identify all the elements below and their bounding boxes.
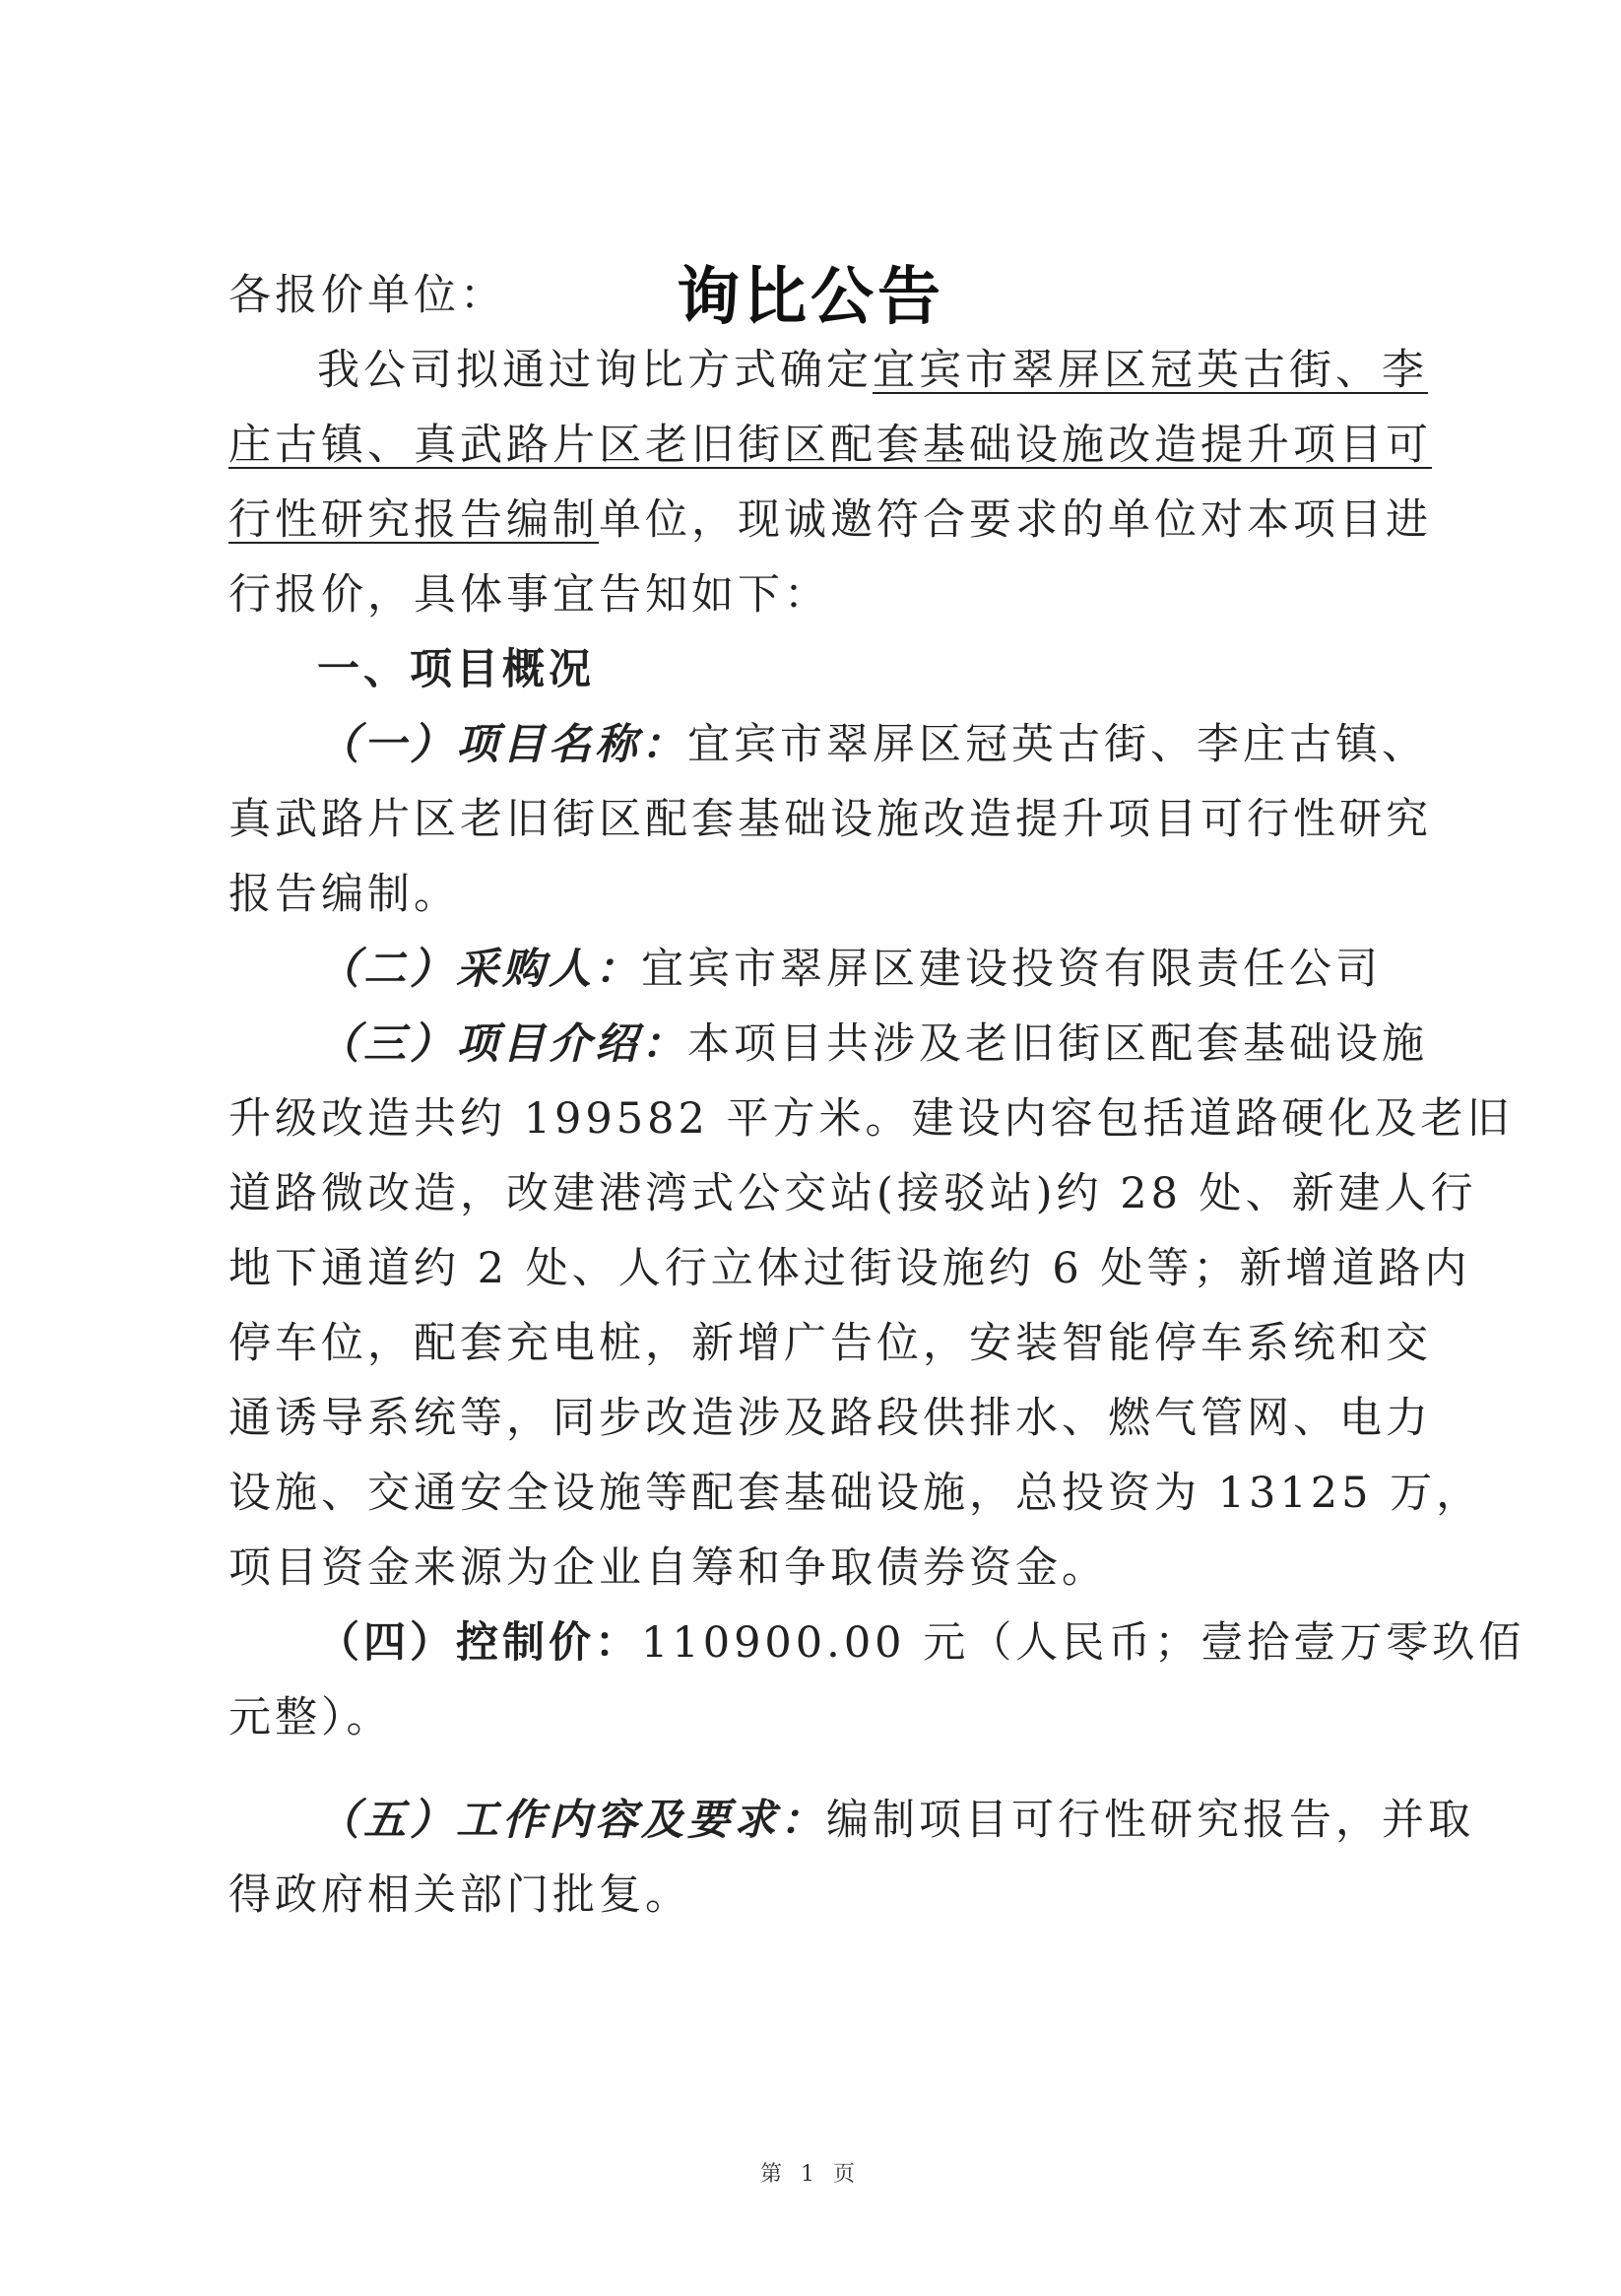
item4-line-1: [317, 1606, 1525, 1680]
item4-label: （四）控制价：: [317, 1618, 641, 1668]
item3-line-3: 道路微改造，改建港湾式公交站(接驳站)约 28 处、新建人行: [228, 1169, 1477, 1218]
item3-line-6: 通诱导系统等，同步改造涉及路段供排水、燃气管网、电力: [228, 1394, 1432, 1443]
item2-line: [317, 932, 1382, 1007]
item5-line-1: [317, 1783, 1474, 1858]
salutation: 各报价单位：: [228, 271, 506, 320]
page-number: 第 1 页: [760, 2162, 861, 2187]
intro-line-2: 庄古镇、真武路片区老旧街区配套基础设施改造提升项目可: [228, 421, 1432, 470]
item2-label: （二）采购人：: [317, 945, 641, 994]
item5-line-2: 得政府相关部门批复。: [228, 1870, 691, 1920]
project-name-underlined: 宜宾市翠屏区冠英古街、李: [873, 346, 1428, 395]
item3-line-7: 设施、交通安全设施等配套基础设施，总投资为 13125 万，: [228, 1469, 1483, 1518]
item5-label: （五）工作内容及要求：: [317, 1796, 826, 1845]
item3-line-1: [317, 1007, 1428, 1082]
project-name-underlined-end: 行性研究报告编制: [228, 495, 599, 545]
page-title: 询比公告: [677, 261, 944, 334]
item1-label: （一）项目名称：: [317, 720, 687, 769]
item3-line-4: 地下通道约 2 处、人行立体过街设施约 6 处等；新增道路内: [228, 1244, 1471, 1293]
item1-line-3: 报告编制。: [228, 870, 460, 919]
item1-text: 宜宾市翠屏区冠英古街、李庄古镇、: [687, 720, 1428, 769]
intro-line-3: [228, 483, 1432, 558]
item3-label: （三）项目介绍：: [317, 1019, 687, 1069]
item3-line-8: 项目资金来源为企业自筹和争取债券资金。: [228, 1543, 1108, 1593]
intro-line-4: 行报价，具体事宜告知如下：: [228, 570, 830, 620]
item3-line-2: 升级改造共约 199582 平方米。建设内容包括道路硬化及老旧: [228, 1094, 1514, 1144]
intro-text-cont: 单位，现诚邀符合要求的单位对本项目进: [599, 495, 1432, 545]
item3-text: 本项目共涉及老旧街区配套基础设施: [687, 1019, 1428, 1069]
item5-text: 编制项目可行性研究报告，并取: [826, 1796, 1474, 1845]
item4-text: 110900.00 元（人民币；壹拾壹万零玖佰: [641, 1618, 1525, 1668]
intro-line-1: [317, 333, 1428, 408]
item3-line-5: 停车位，配套充电桩，新增广告位，安装智能停车系统和交: [228, 1319, 1432, 1368]
item1-line-2: 真武路片区老旧街区配套基础设施改造提升项目可行性研究: [228, 795, 1432, 844]
item1-line-1: [317, 707, 1428, 782]
item4-line-2: 元整）。: [228, 1693, 393, 1742]
intro-text: 我公司拟通过询比方式确定: [317, 346, 873, 395]
item2-text: 宜宾市翠屏区建设投资有限责任公司: [641, 945, 1382, 994]
section-heading-overview: 一、项目概况: [317, 645, 595, 694]
